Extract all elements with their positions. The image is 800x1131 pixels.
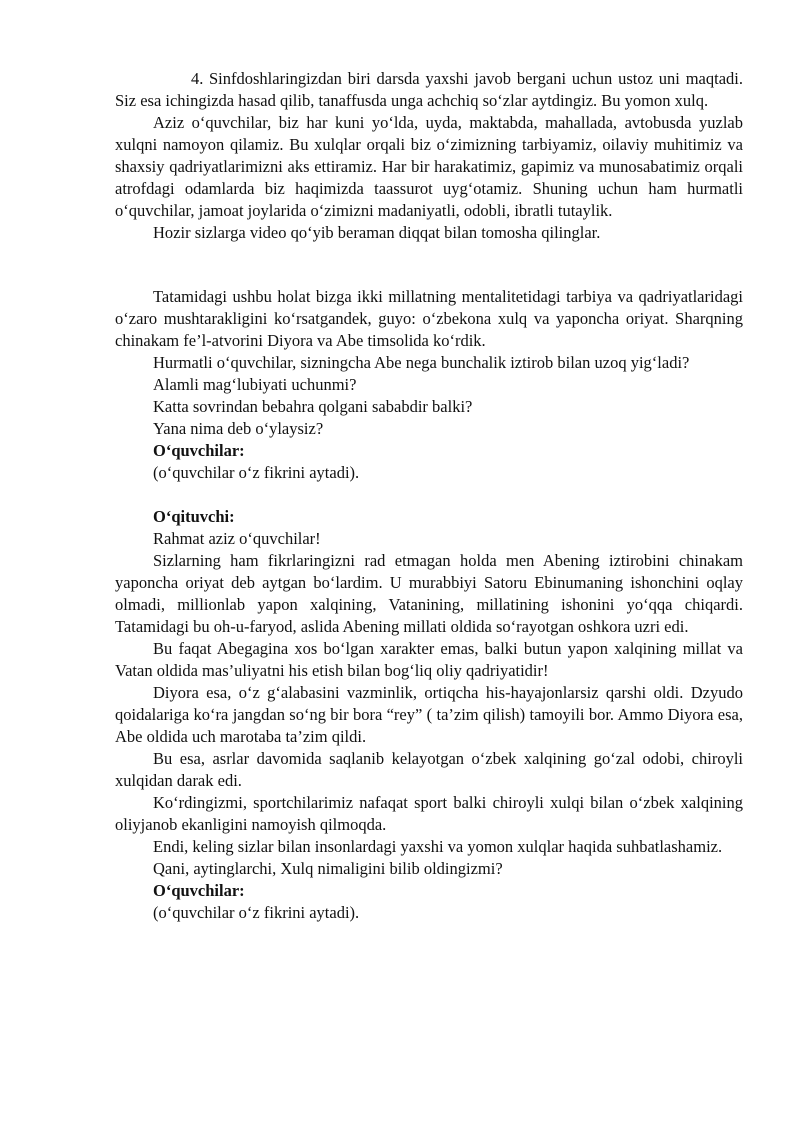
item-number: 4. xyxy=(191,69,204,88)
students-note: (o‘quvchilar o‘z fikrini aytadi). xyxy=(153,463,360,482)
spacer xyxy=(115,484,743,506)
teacher-thanks: Rahmat aziz o‘quvchilar! xyxy=(153,529,321,548)
students-note: (o‘quvchilar o‘z fikrini aytadi). xyxy=(153,903,360,922)
spacer xyxy=(115,244,743,286)
paragraph-sizlarning: Sizlarning ham fikrlaringizni rad etmagan holda men Abening iztirobini chinakam yaponcha oriyat deb aytgan bo‘lardim. U murabbiyi Satoru Ebinumaning ishonchini oqlay olmadi, millionlab yapon xalqining, Vatanining, millatining ishonini yo‘qqa chiqardi. Tatamidagi bu oh-u-faryod, aslida Abening millati oldida so‘rayotgan oshkora uzri edi. xyxy=(115,551,743,636)
teacher-label: O‘qituvchi: xyxy=(153,507,235,526)
item-text: Sinfdoshlaringizdan biri darsda yaxshi javob bergani uchun ustoz uni maqtadi. Siz esa ichingizda hasad qilib, tanaffusda unga achchiq so‘zlar aytdingiz. Bu yomon xulq. xyxy=(115,69,743,110)
question-3: Yana nima deb o‘ylaysiz? xyxy=(153,419,324,438)
paragraph-diyora: Diyora esa, o‘z g‘alabasini vazminlik, ortiqcha his-hayajonlarsiz qarshi oldi. Dzyudo qoidalariga ko‘ra jangdan so‘ng bir bora “rey” ( ta’zim qilish) tamoyili bor. Ammo Diyora esa, Abe oldida uch marotaba ta’zim qildi. xyxy=(115,683,743,746)
paragraph-bu-faqat: Bu faqat Abegagina xos bo‘lgan xarakter emas, balki butun yapon xalqining millat va Vatan oldida mas’uliyatni his etish bilan bog‘liq oliy qadriyatidir! xyxy=(115,639,743,680)
paragraph-qani: Qani, aytinglarchi, Xulq nimaligini bilib oldingizmi? xyxy=(153,859,503,878)
paragraph-hozir: Hozir sizlarga video qo‘yib beraman diqqat bilan tomosha qilinglar. xyxy=(153,223,601,242)
students-label: O‘quvchilar: xyxy=(153,441,245,460)
paragraph-tatami: Tatamidagi ushbu holat bizga ikki millatning mentalitetidagi tarbiya va qadriyatlaridagi o‘zaro mushtarakligini ko‘rsatgandek, guyo: o‘zbekona xulq va yaponcha oriyat. Sharqning chinakam fe’l-atvorini Diyora va Abe timsolida ko‘rdik. xyxy=(115,287,743,350)
document-body xyxy=(115,68,743,924)
question-1: Alamli mag‘lubiyati uchunmi? xyxy=(153,375,357,394)
students-label: O‘quvchilar: xyxy=(153,881,245,900)
numbered-paragraph-4 xyxy=(115,68,743,112)
paragraph-kordingizmi: Ko‘rdingizmi, sportchilarimiz nafaqat sport balki chiroyli xulqi bilan o‘zbek xalqining oliyjanob ekanligini namoyish qilmoqda. xyxy=(115,793,743,834)
paragraph-bu-esa: Bu esa, asrlar davomida saqlanib kelayotgan o‘zbek xalqining go‘zal odobi, chiroyli xulqidan darak edi. xyxy=(115,749,743,790)
paragraph-hurmatli: Hurmatli o‘quvchilar, sizningcha Abe nega bunchalik iztirob bilan uzoq yig‘ladi? xyxy=(153,353,690,372)
paragraph-endi: Endi, keling sizlar bilan insonlardagi yaxshi va yomon xulqlar haqida suhbatlashamiz. xyxy=(153,837,723,856)
paragraph-aziz: Aziz o‘quvchilar, biz har kuni yo‘lda, uyda, maktabda, mahallada, avtobusda yuzlab xulqni namoyon qilamiz. Bu xulqlar orqali biz o‘zimizning tarbiyamiz, oilaviy muhitimiz va shaxsiy qadriyatlarimizni aks ettiramiz. Har bir harakatimiz, gapimiz va munosabatimiz orqali atrofdagi odamlarda biz haqimizda taassurot uyg‘otamiz. Shuning uchun ham hurmatli o‘quvchilar, jamoat joylarida o‘zimizni madaniyatli, odobli, ibratli tutaylik. xyxy=(115,113,743,220)
question-2: Katta sovrindan bebahra qolgani sababdir balki? xyxy=(153,397,473,416)
